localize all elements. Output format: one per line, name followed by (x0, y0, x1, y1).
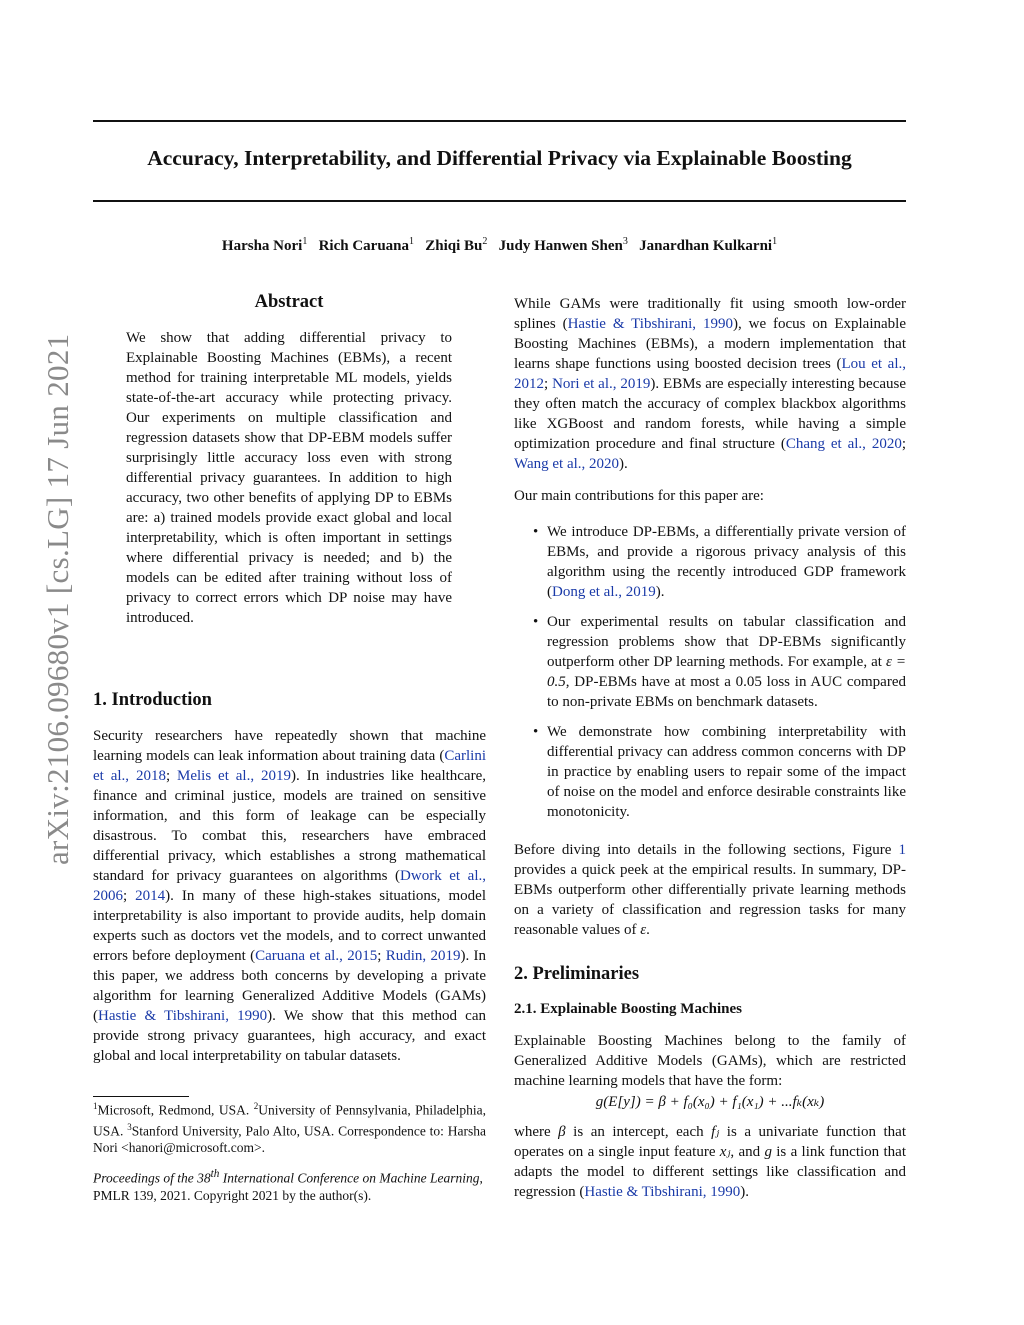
citation-link[interactable]: Melis et al., (177, 768, 255, 784)
citation-link[interactable]: Hastie & Tibshirani, (584, 1184, 707, 1200)
citation-link[interactable]: Hastie & Tibshirani, (98, 1008, 229, 1024)
list-item: • Our experimental results on tabular classification and regression problems show that DP-EBMs significantly outperform other DP learning methods. For example, at ε = 0.5, DP-EBMs have at most a 0.05 loss in AUC compared to non-private EBMs on benchmark datasets. (533, 614, 906, 710)
gam-paragraph: While GAMs were traditionally fit using smooth low-order splines (Hastie & Tibshirani, 1990), we focus on Explainable Boosting Machines (EBMs), a modern implementation that learns shape functions using boosted decision trees (Lou et al., 2012; Nori et al., 2019). EBMs are especially interesting because they often match the accuracy of complex blackbox algorithms like XGBoost and random forests, while having a simple optimization procedure and final structure (Chang et al., 2020; Wang et al., 2020). (514, 296, 906, 472)
citation-link[interactable]: Nori et al., (552, 376, 617, 392)
citation-link[interactable]: 2020 (871, 436, 902, 452)
citation-link[interactable]: Hastie & Tibshirani, (567, 316, 697, 332)
author-affiliation: 1 (409, 236, 415, 247)
ebm-paragraph: Explainable Boosting Machines belong to the family of Generalized Additive Models (GAMs), which are restricted machine learning models that have the form: (514, 1033, 906, 1089)
citation-link[interactable]: Dwork et al., (400, 868, 486, 884)
author-name: Harsha Nori (221, 238, 303, 254)
citation-link[interactable]: 2018 (135, 768, 166, 784)
contributions-list (514, 522, 906, 832)
citation-link[interactable]: 1990 (237, 1008, 268, 1024)
citation-link[interactable]: Lou et al., (841, 356, 906, 372)
affiliation-footnote: $^1$Microsoft, Redmond, USA. $^2$University of Pennsylvania, Philadelphia, USA. $^3$Stanford University, Palo Alto, USA. Correspondence to: Harsha Nori <hanori@microsoft.com>. (93, 1101, 487, 1155)
list-item: • We introduce DP-EBMs, a differentially private version of EBMs, and provide a rigorous privacy analysis of this algorithm using the recently introduced GDP framework (Dong et al., 2019). (533, 524, 906, 600)
author-affiliation: 3 (622, 236, 628, 247)
citation-link[interactable]: Dong et al., (552, 584, 622, 600)
footnote-rule (93, 1096, 189, 1097)
abstract-heading: Abstract (254, 292, 324, 312)
citation-link[interactable]: 2006 (93, 888, 123, 904)
author-affiliation: 1 (772, 236, 778, 247)
author-name: Rich Caruana (318, 238, 410, 254)
list-item: • We demonstrate how combining interpretability with differential privacy can address common concerns with DP in practice by enabling users to repair some of the impact of noise on the model and enforce desirable constraints like monotonicity. (533, 724, 906, 820)
figure-reference-link[interactable]: 1 (898, 842, 906, 858)
abstract-text: We show that adding differential privacy to Explainable Boosting Machines (EBMs), a recent method for training interpretable ML models, yields state-of-the-art accuracy while protecting privacy. Our experiments on multiple classification and regression datasets show that DP-EBM models suffer surprisingly little accuracy loss even with strong differential privacy guarantees. In addition to high accuracy, two other benefits of applying DP to EBMs are: a) trained models provide exact global and local interpretability, which is often important in settings where differential privacy is needed; and b) the models can be edited after training without loss of privacy to correct errors which DP noise may have introduced. (126, 330, 452, 626)
gam-equation: g(E[y]) = β + f₀(x₀) + f₁(x₁) + ...fₖ(xₖ) (595, 1094, 825, 1110)
summary-paragraph: Before diving into details in the following sections, Figure 1 provides a quick peek at the empirical results. In summary, DP-EBMs outperform other differentially private learning methods on a variety of classification and regression tasks for many reasonable values of ε. (514, 842, 906, 938)
ebm-subsection-heading: 2.1. Explainable Boosting Machines (514, 1001, 742, 1017)
arxiv-identifier: arXiv:2106.09680v1 [cs.LG] 17 Jun 2021 (40, 333, 75, 865)
citation-link[interactable]: 2012 (514, 376, 544, 392)
citation-link[interactable]: 2019 (620, 376, 651, 392)
contributions-intro: Our main contributions for this paper are: (514, 488, 764, 504)
citation-link[interactable]: 2019 (625, 584, 656, 600)
citation-link[interactable]: 2019 (261, 768, 291, 784)
citation-link[interactable]: 1990 (710, 1184, 741, 1200)
proceedings-note: Proceedings of the 38th International Conference on Machine Learning, PMLR 139, 2021. Copyright 2021 by the author(s). (93, 1168, 483, 1203)
title-bottom-rule (93, 200, 906, 202)
preliminaries-heading: 2. Preliminaries (514, 964, 640, 984)
citation-link[interactable]: 2019 (430, 948, 461, 964)
citation-link[interactable]: Rudin, (385, 948, 427, 964)
citation-link[interactable]: 1990 (702, 316, 733, 332)
introduction-heading: 1. Introduction (93, 690, 212, 710)
author-name: Judy Hanwen Shen (498, 238, 623, 254)
citation-link[interactable]: 2014 (135, 888, 166, 904)
title-top-rule (93, 120, 906, 122)
paper-title: Accuracy, Interpretability, and Differential Privacy via Explainable Boosting (147, 146, 852, 170)
citation-link[interactable]: Caruana et al., (255, 948, 343, 964)
citation-link[interactable]: Carlini et al., (93, 748, 486, 784)
citation-link[interactable]: 2020 (589, 456, 620, 472)
citation-link[interactable]: Wang et al., (514, 456, 586, 472)
author-name: Zhiqi Bu (425, 238, 483, 254)
equation-explanation: where β is an intercept, each fⱼ is a univariate function that operates on a single input feature xⱼ, and g is a link function that adapts the model to different settings like classification and regression (Hastie & Tibshirani, 1990). (514, 1124, 906, 1200)
author-affiliation: 1 (302, 236, 308, 247)
author-name: Janardhan Kulkarni (639, 238, 773, 254)
citation-link[interactable]: Chang et al., (785, 436, 866, 452)
introduction-paragraph: Security researchers have repeatedly shown that machine learning models can leak information about training data (Carlini et al., 2018; Melis et al., 2019). In industries like healthcare, finance and criminal justice, models are trained on sensitive information, and this form of leakage can be especially disastrous. To combat this, researchers have embraced differential privacy, which establishes a strong mathematical standard for privacy guarantees on algorithms (Dwork et al., 2006; 2014). In many of these high-stakes situations, model interpretability is also important to provide audits, help domain experts such as doctors vet the models, and to correct unwanted errors before deployment (Caruana et al., 2015; Rudin, 2019). In this paper, we address both concerns by developing a private algorithm for learning Generalized Additive Models (GAMs) (Hastie & Tibshirani, 1990). We show that this method can provide strong privacy guarantees, high accuracy, and exact global and local interpretability on tabular datasets. (93, 728, 487, 1064)
author-affiliation: 2 (482, 236, 488, 247)
author-list (93, 236, 906, 255)
citation-link[interactable]: 2015 (347, 948, 378, 964)
